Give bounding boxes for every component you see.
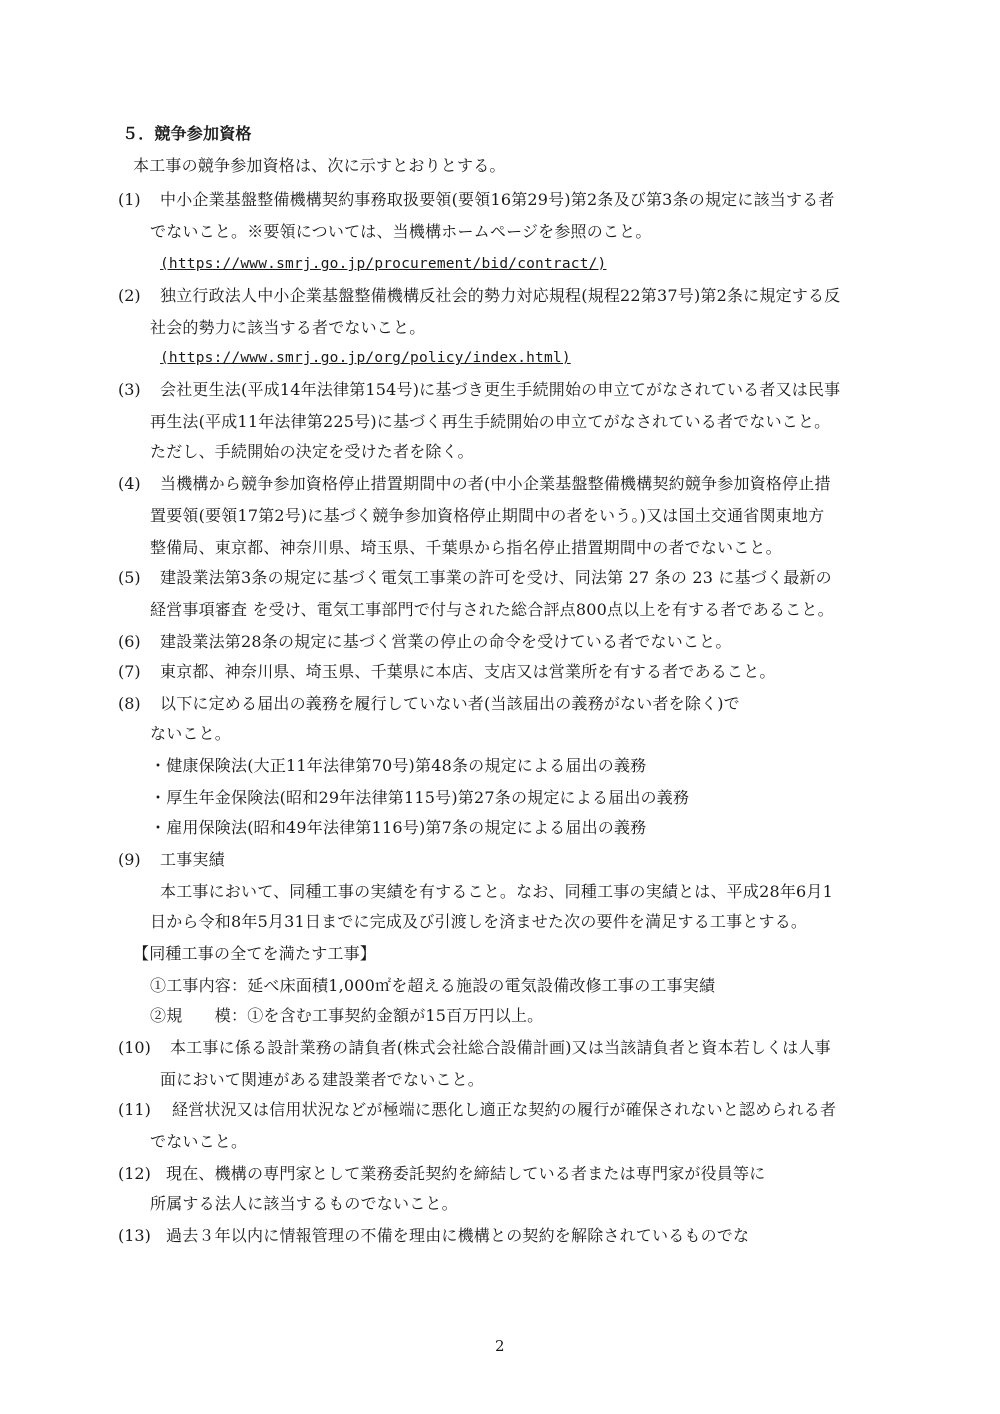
item-8-line-1: 以下に定める届出の義務を履行していない者(当該届出の義務がない者を除く)で — [160, 694, 740, 713]
item-4-line-1: 当機構から競争参加資格停止措置期間中の者(中小企業基盤整備機構契約競争参加資格停止措 — [160, 474, 831, 493]
item-2-line-2: 社会的勢力に該当する者でないこと。 — [150, 318, 426, 337]
item-9-requirement-2: ②規 模：①を含む工事契約金額が15百万円以上。 — [150, 1006, 544, 1025]
item-5-line-1: 建設業法第3条の規定に基づく電気工事業の許可を受け、同法第 27 条の 23 に基づく最新の — [160, 568, 832, 587]
item-number: (5) — [118, 568, 141, 587]
item-2-line-1: 独立行政法人中小企業基盤整備機構反社会的勢力対応規程(規程22第37号)第2条に規定する反 — [160, 286, 841, 305]
item-9-requirement-1: ①工事内容：延べ床面積1,000㎡を超える施設の電気設備改修工事の工事実績 — [150, 976, 716, 995]
item-number: (2) — [118, 286, 141, 305]
page-number: 2 — [495, 1337, 505, 1355]
item-11-line-1: 経営状況又は信用状況などが極端に悪化し適正な契約の履行が確保されないと認められる者 — [172, 1100, 837, 1119]
item-8-bullet-2: ・厚生年金保険法(昭和29年法律第115号)第27条の規定による届出の義務 — [150, 788, 690, 807]
item-number: (10) — [118, 1038, 151, 1057]
item-7-line-1: 東京都、神奈川県、埼玉県、千葉県に本店、支店又は営業所を有する者であること。 — [160, 662, 776, 681]
item-number: (4) — [118, 474, 141, 493]
item-13-line-1: 過去３年以内に情報管理の不備を理由に機構との契約を解除されているものでな — [166, 1226, 750, 1245]
item-3-line-2: 再生法(平成11年法律第225号)に基づく再生手続開始の申立てがなされている者でないこと。 — [150, 412, 831, 431]
item-9-line-2: 日から令和8年5月31日までに完成及び引渡しを済ませた次の要件を満足する工事とする。 — [150, 912, 808, 931]
item-8-line-2: ないこと。 — [150, 724, 232, 743]
item-8-bullet-1: ・健康保険法(大正11年法律第70号)第48条の規定による届出の義務 — [150, 756, 647, 775]
item-number: (8) — [118, 694, 141, 713]
item-10-line-1: 本工事に係る設計業務の請負者(株式会社総合設備計画)又は当該請負者と資本若しくは人事 — [170, 1038, 831, 1057]
item-number: (3) — [118, 380, 141, 399]
item-2-url-link[interactable]: (https://www.smrj.go.jp/org/policy/index.html) — [160, 350, 571, 366]
section-intro: 本工事の競争参加資格は、次に示すとおりとする。 — [133, 156, 506, 175]
item-10-line-2: 面において関連がある建設業者でないこと。 — [160, 1070, 485, 1089]
item-9-title: 工事実績 — [160, 850, 225, 869]
item-number: (1) — [118, 190, 141, 209]
item-number: (11) — [118, 1100, 151, 1119]
item-5-line-2: 経営事項審査 を受け、電気工事部門で付与された総合評点800点以上を有する者であること。 — [150, 600, 834, 619]
item-8-bullet-3: ・雇用保険法(昭和49年法律第116号)第7条の規定による届出の義務 — [150, 818, 647, 837]
item-number: (7) — [118, 662, 141, 681]
item-1-line-2: でないこと。※要領については、当機構ホームページを参照のこと。 — [150, 222, 652, 241]
item-number: (12) — [118, 1164, 151, 1183]
item-3-line-1: 会社更生法(平成14年法律第154号)に基づき更生手続開始の申立てがなされている者又は民事 — [160, 380, 841, 399]
section-heading: ５．競争参加資格 — [122, 124, 252, 143]
item-3-line-3: ただし、手続開始の決定を受けた者を除く。 — [150, 442, 474, 461]
item-number: (9) — [118, 850, 141, 869]
item-11-line-2: でないこと。 — [150, 1132, 248, 1151]
item-12-line-1: 現在、機構の専門家として業務委託契約を締結している者または専門家が役員等に — [166, 1164, 766, 1183]
item-1-line-1: 中小企業基盤整備機構契約事務取扱要領(要領16第29号)第2条及び第3条の規定に該当する者 — [160, 190, 835, 209]
item-6-line-1: 建設業法第28条の規定に基づく営業の停止の命令を受けている者でないこと。 — [160, 632, 732, 651]
item-number: (13) — [118, 1226, 151, 1245]
item-number: (6) — [118, 632, 141, 651]
item-9-line-1: 本工事において、同種工事の実績を有すること。なお、同種工事の実績とは、平成28年6月1 — [160, 882, 833, 901]
item-4-line-3: 整備局、東京都、神奈川県、埼玉県、千葉県から指名停止措置期間中の者でないこと。 — [150, 538, 782, 557]
item-12-line-2: 所属する法人に該当するものでないこと。 — [150, 1194, 458, 1213]
item-9-bracket-heading: 【同種工事の全てを満たす工事】 — [133, 944, 377, 963]
item-4-line-2: 置要領(要領17第2号)に基づく競争参加資格停止期間中の者をいう。)又は国土交通省関東地方 — [150, 506, 825, 525]
item-1-url-link[interactable]: (https://www.smrj.go.jp/procurement/bid/contract/) — [160, 256, 607, 272]
